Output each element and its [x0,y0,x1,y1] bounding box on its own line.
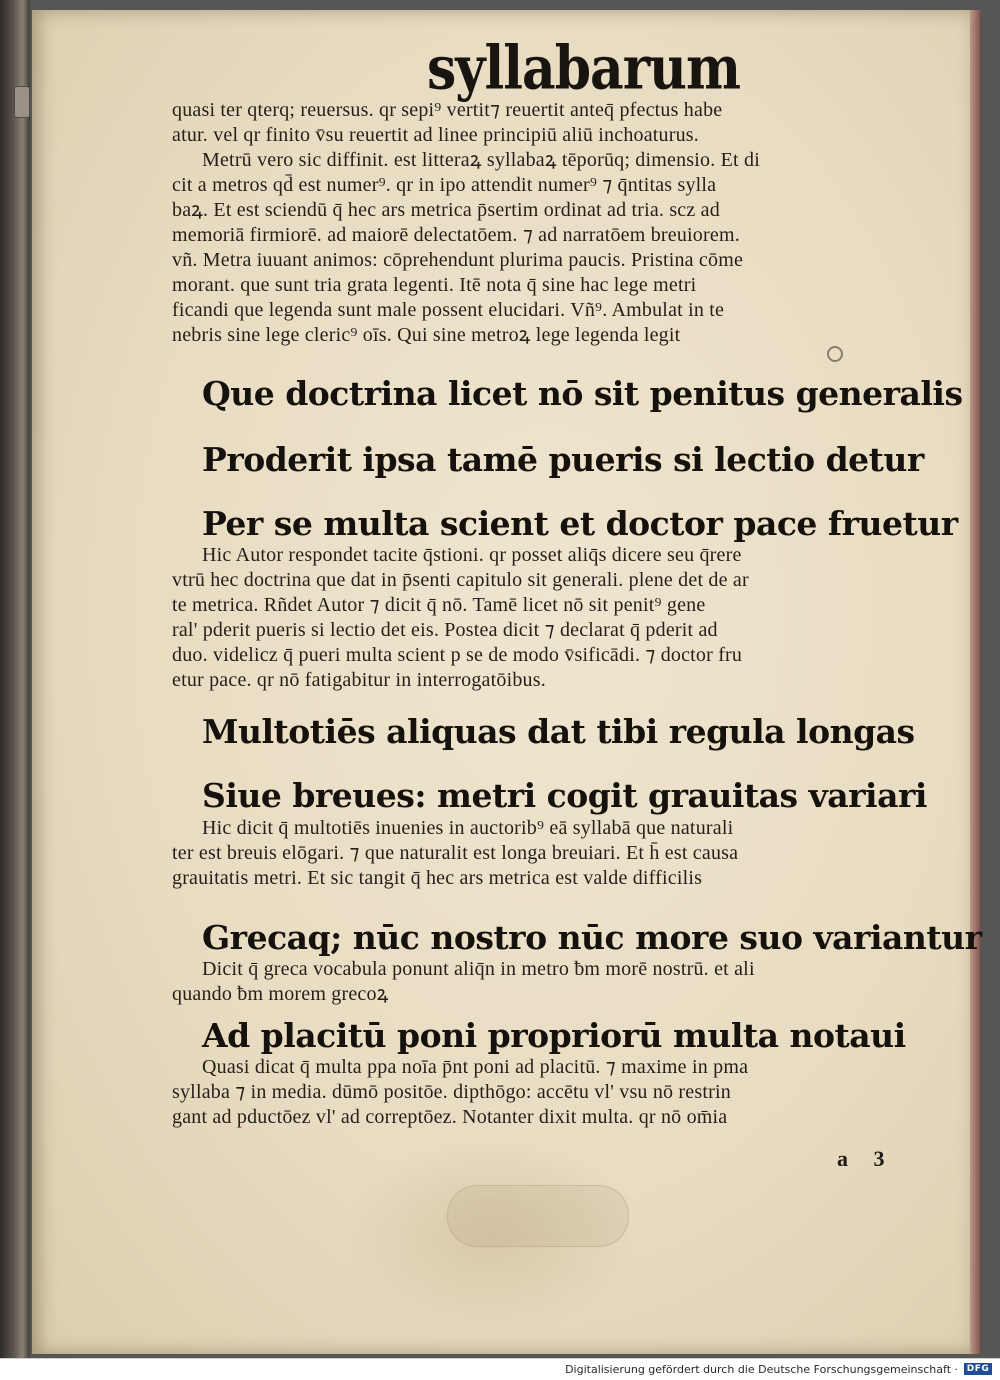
commentary-block [172,98,862,348]
verse-line: Que doctrina licet nō sit penitus generalis [202,374,963,413]
text-line: Hic dicit q̄ multotiēs inuenies in auctorib⁹ eā syllabā que naturali [202,817,734,839]
commentary-block [172,543,892,693]
text-line: vtrū hec doctrina que dat in p̄senti capitulo sit generali. plene det de ar [172,569,749,591]
commentary-block [172,1055,892,1130]
text-line: morant. que sunt tria grata legenti. Itē nota q̄ sine hac lege metri [172,274,697,296]
text-line: ficandi que legenda sunt male possent elucidari. Vñ⁹. Ambulat in te [172,299,725,321]
text-line: Dicit q̄ greca vocabula ponunt aliq̄n in metro ƀm morē nostrū. et ali [202,958,755,980]
commentary-block [172,957,892,1007]
text-line: syllaba ⁊ in media. dūmō positōe. dipthōgo: accētu vl' vsu nō restrin [172,1081,731,1103]
verse-line: Siue breues: metri cogit grauitas variari [202,776,927,815]
text-line: Quasi dicat q̄ multa ppa noīa p̄nt poni ad placitū. ⁊ maxime in pma [202,1056,749,1078]
footer-credit: Digitalisierung gefördert durch die Deutsche Forschungsgemeinschaft · [565,1363,958,1376]
book-page [32,10,982,1354]
text-line: Metrū vero sic diffinit. est litteraꝝ syllabaꝝ tēporūq; dimensio. Et di [202,149,760,171]
text-line: duo. videlicz q̄ pueri multa scient p se de modo v̄sificādi. ⁊ doctor fru [172,644,743,666]
text-line: ral' pderit pueris si lectio det eis. Postea dicit ⁊ declarat q̄ pderit ad [172,619,718,641]
text-line: vñ. Metra iuuant animos: cōprehendunt plurima paucis. Pristina cōme [172,249,744,271]
text-line: etur pace. qr nō fatigabitur in interrogatōibus. [172,669,546,691]
text-line: Hic Autor respondet tacite q̄stioni. qr posset aliq̄s dicere seu q̄rere [202,544,742,566]
text-line: memoriā firmiorē. ad maiorē delectatōem. ⁊ ad narratōem breuiorem. [172,224,740,246]
verse-line: Per se multa scient et doctor pace fruetur [202,504,958,543]
verse-line: Proderit ipsa tamē pueris si lectio detur [202,440,924,479]
text-line: atur. vel qr finito v̄su reuertit ad linee principiū aliū inchoaturus. [172,124,699,146]
verse-line: Ad placitū poni propriorū multa notaui [202,1016,906,1055]
verse-line: Multotiēs aliquas dat tibi regula longas [202,712,915,751]
text-line: ter est breuis elōgari. ⁊ que naturalit est longa breuiari. Et h̄ est causa [172,842,739,864]
text-line: quasi ter qterq; reuersus. qr sepi⁹ vertit⁊ reuertit anteq̄ pfectus habe [172,99,723,121]
dfg-logo[interactable]: DFG [964,1363,992,1375]
text-line: baꝝ. Et est sciendū q̄ hec ars metrica p̄sertim ordinat ad tria. scz ad [172,199,720,221]
text-line: cit a metros qd̄ est numer⁹. qr in ipo attendit numer⁹ ⁊ q̄ntitas sylla [172,174,717,196]
book-binding [0,0,30,1358]
footer-bar [0,1358,1000,1380]
running-header: syllabarum [427,33,740,104]
ink-mark [827,346,843,362]
binding-clasp [14,86,30,118]
text-line: gant ad pductōez vl' ad correptōez. Notanter dixit multa. qr nō om̄ia [172,1106,728,1128]
text-line: te metrica. Rñdet Autor ⁊ dicit q̄ nō. Tamē licet nō sit penit⁹ gene [172,594,706,616]
blind-stamp [447,1185,629,1247]
commentary-block [172,816,892,891]
verse-line: Grecaq; nūc nostro nūc more suo variantur [202,918,982,957]
signature-mark: a 3 [837,1146,895,1171]
text-line: quando ƀm morem grecoꝝ [172,983,389,1005]
text-line: grauitatis metri. Et sic tangit q̄ hec ars metrica est valde difficilis [172,867,703,889]
text-line: nebris sine lege cleric⁹ oīs. Qui sine metroꝝ lege legenda legit [172,324,681,346]
